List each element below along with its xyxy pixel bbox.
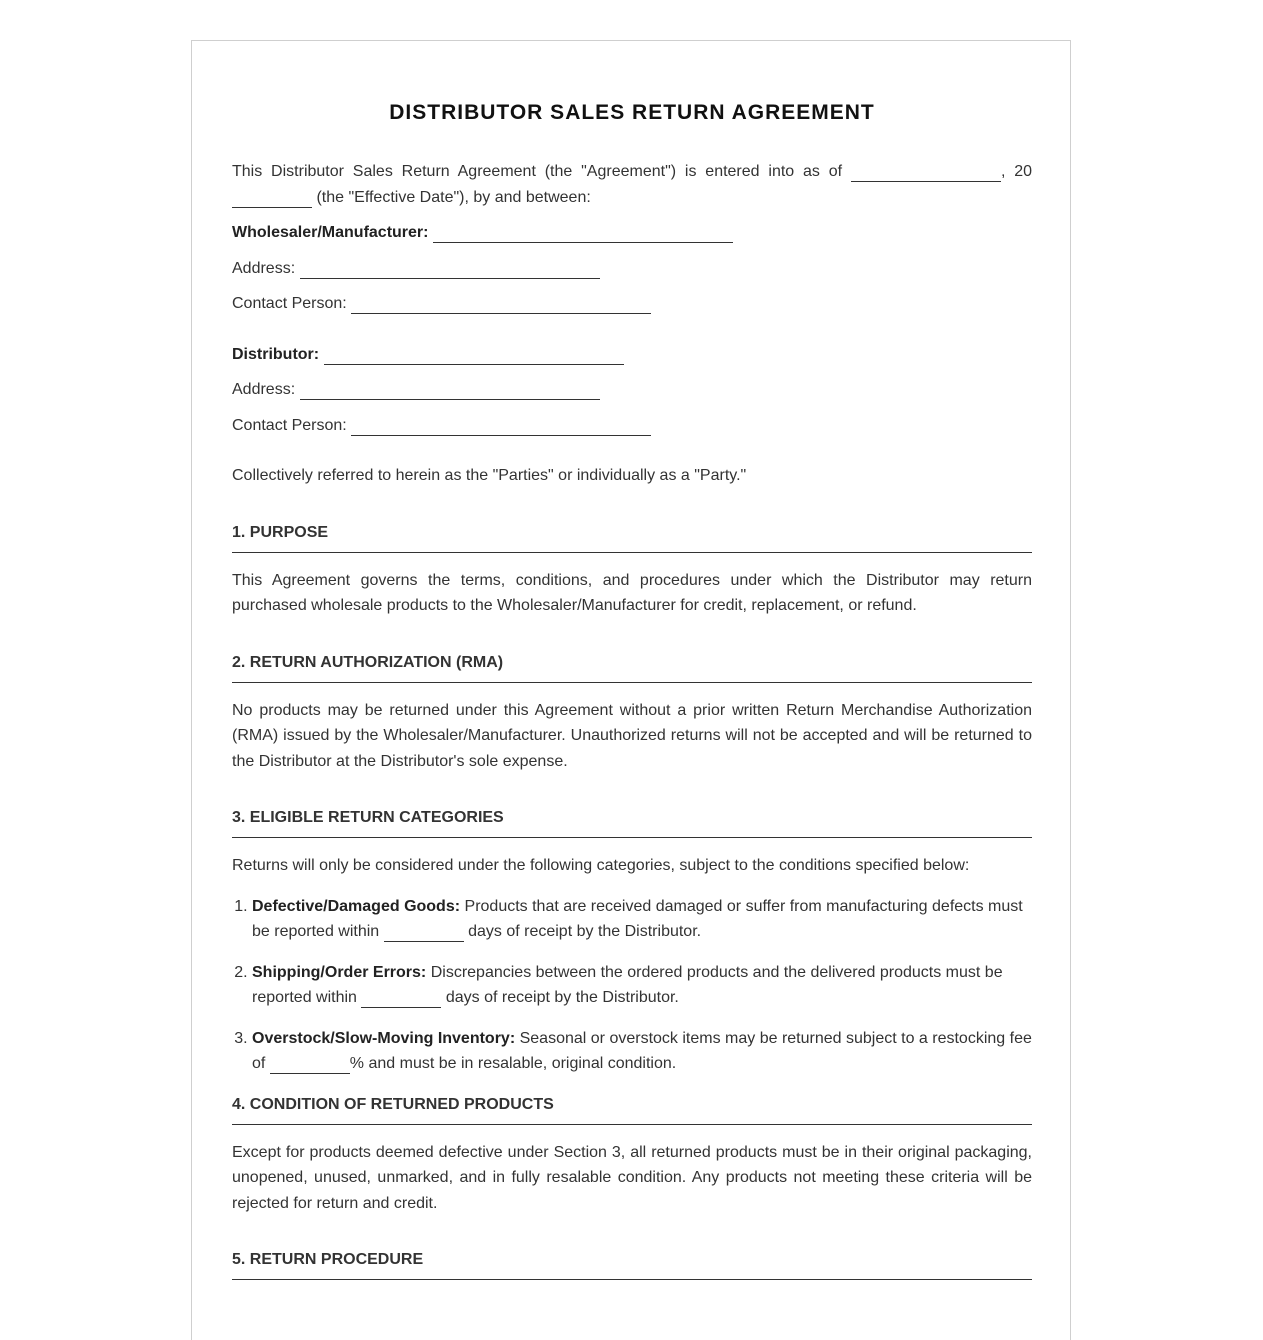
wholesaler-contact-line: [232, 291, 1032, 317]
category-item-defective: [252, 894, 1032, 945]
section-body: Returns will only be considered under the following categories, subject to the conditions specified below:: [232, 857, 970, 874]
section-heading: 4. CONDITION OF RETURNED PRODUCTS: [232, 1095, 1032, 1125]
section-purpose: [232, 523, 1032, 619]
wholesaler-name-blank[interactable]: [433, 224, 733, 243]
section-heading: 1. PURPOSE: [232, 523, 1032, 553]
distributor-address-label: Address:: [232, 381, 296, 398]
intro-text-3: (the "Effective Date"), by and between:: [316, 188, 591, 206]
section-heading: 5. RETURN PROCEDURE: [232, 1250, 1032, 1280]
category-text-after: % and must be in resalable, original condition.: [349, 1055, 677, 1072]
category-text: Seasonal or overstock items may be returned subject to a restocking fee of: [252, 1029, 1032, 1072]
intro-text-2: , 20: [1000, 163, 1033, 180]
distributor-contact-line: [232, 413, 1032, 439]
wholesaler-contact-blank[interactable]: [351, 295, 651, 314]
section-heading: 2. RETURN AUTHORIZATION (RMA): [232, 653, 1032, 683]
section-body: No products may be returned under this Agreement without a prior written Return Merchandise Authorization (RMA) issued by the Wholesaler/Manufacturer. Unauthorized returns will not be accepted and will be returned to the Distributor at the Distributor's sole expense.: [232, 701, 1032, 770]
category-label: Shipping/Order Errors:: [252, 963, 427, 981]
wholesaler-name-line: [232, 220, 1032, 246]
restocking-fee-blank[interactable]: [270, 1055, 350, 1074]
distributor-contact-blank[interactable]: [351, 417, 651, 436]
section-return-authorization: [232, 653, 1032, 775]
wholesaler-address-line: [232, 256, 1032, 282]
effective-year-blank[interactable]: [232, 189, 312, 208]
section-heading: 3. ELIGIBLE RETURN CATEGORIES: [232, 808, 1032, 838]
category-text: Discrepancies between the ordered products and the delivered products must be reported within: [252, 963, 1003, 1006]
shipping-days-blank[interactable]: [361, 989, 441, 1008]
distributor-contact-label: Contact Person:: [232, 416, 347, 434]
category-label: Defective/Damaged Goods:: [252, 897, 461, 915]
effective-date-blank[interactable]: [851, 163, 1001, 182]
document-content: [232, 41, 1032, 1280]
section-body: This Agreement governs the terms, conditions, and procedures under which the Distributor may return purchased wholesale products to the Wholesaler/Manufacturer for credit, replacement, or refund.: [232, 571, 1032, 614]
wholesaler-label: Wholesaler/Manufacturer:: [232, 224, 429, 241]
section-condition-of-returned-products: [232, 1095, 1032, 1217]
wholesaler-address-label: Address:: [232, 259, 296, 277]
collective-reference: Collectively referred to herein as the "Parties" or individually as a "Party.": [232, 467, 747, 484]
category-text: Products that are received damaged or suffer from manufacturing defects must be reported within: [252, 897, 1023, 940]
category-text-after: days of receipt by the Distributor.: [445, 989, 679, 1006]
wholesaler-address-blank[interactable]: [300, 260, 600, 279]
section-body: Except for products deemed defective under Section 3, all returned products must be in their original packaging, unopened, unused, unmarked, and in fully resalable condition. Any products not meeting these criteria will be rejected for return and credit.: [232, 1143, 1032, 1212]
category-list: [232, 894, 1032, 1077]
document-page: [191, 40, 1071, 1340]
defective-days-blank[interactable]: [384, 923, 464, 942]
distributor-name-line: [232, 342, 1032, 368]
intro-text-1: This Distributor Sales Return Agreement (the "Agreement") is entered into as of: [232, 163, 843, 180]
distributor-label: Distributor:: [232, 345, 320, 363]
distributor-name-blank[interactable]: [324, 346, 624, 365]
section-return-procedure: [232, 1250, 1032, 1280]
intro-paragraph: [232, 159, 1032, 210]
section-eligible-return-categories: [232, 808, 1032, 1077]
category-text-after: days of receipt by the Distributor.: [468, 923, 702, 940]
document-title: DISTRIBUTOR SALES RETURN AGREEMENT: [389, 101, 875, 124]
category-label: Overstock/Slow-Moving Inventory:: [252, 1029, 516, 1047]
category-item-overstock: [252, 1026, 1032, 1077]
category-item-shipping-errors: [252, 960, 1032, 1011]
wholesaler-contact-label: Contact Person:: [232, 295, 347, 312]
distributor-address-line: [232, 377, 1032, 403]
distributor-address-blank[interactable]: [300, 381, 600, 400]
